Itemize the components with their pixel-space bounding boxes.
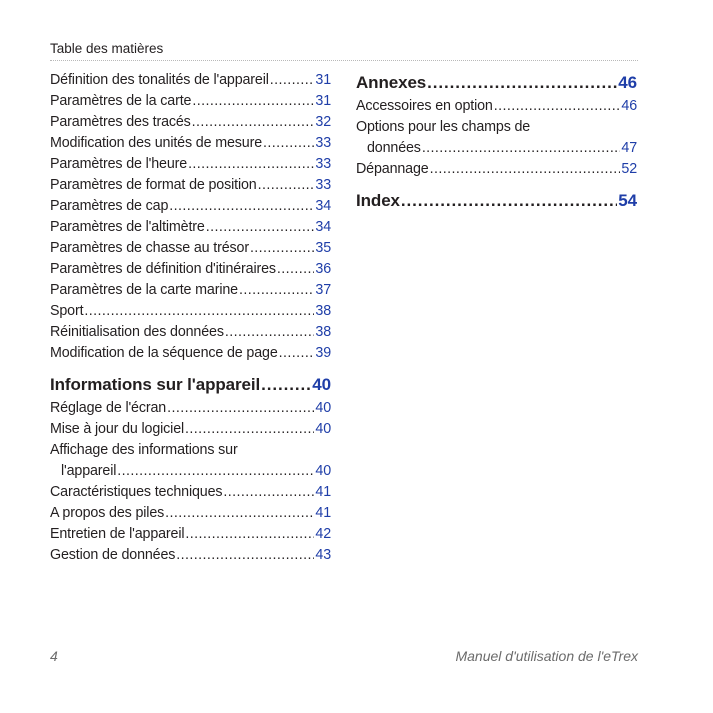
toc-entry-title: Définition des tonalités de l'appareil <box>50 72 269 88</box>
toc-entry-title: Dépannage <box>356 161 429 177</box>
leader-dots <box>176 545 314 566</box>
toc-entry-page[interactable]: 36 <box>315 261 331 277</box>
toc-entry[interactable] <box>356 96 637 117</box>
toc-entry-title: Paramètres de l'heure <box>50 156 188 172</box>
toc-entry[interactable] <box>50 524 331 545</box>
toc-entry-title: Entretien de l'appareil <box>50 526 185 542</box>
toc-entry-page[interactable]: 52 <box>621 161 637 177</box>
leader-dots <box>430 159 621 180</box>
toc-entry-title: Paramètres de chasse au trésor <box>50 240 249 256</box>
leader-dots <box>185 419 314 440</box>
toc-section-heading[interactable] <box>356 188 637 214</box>
toc-entry[interactable] <box>50 482 331 503</box>
toc-entry-title: Paramètres de la carte <box>50 93 192 109</box>
toc-entry-title: Sport <box>50 303 84 319</box>
toc-section-page[interactable]: 40 <box>312 375 331 394</box>
toc-entry-title: Gestion de données <box>50 547 176 563</box>
leader-dots <box>494 96 621 117</box>
toc-section-heading[interactable] <box>50 372 331 398</box>
toc-section-page[interactable]: 46 <box>618 73 637 92</box>
leader-dots <box>185 524 314 545</box>
leader-dots <box>165 503 314 524</box>
leader-dots <box>223 482 314 503</box>
toc-entry[interactable] <box>50 175 331 196</box>
toc-entry-page[interactable]: 38 <box>315 303 331 319</box>
toc-entry-page[interactable]: 31 <box>315 93 331 109</box>
toc-entry[interactable] <box>50 133 331 154</box>
leader-dots <box>169 196 314 217</box>
toc-entry-title: Modification de la séquence de page <box>50 345 278 361</box>
toc-entry-page[interactable]: 31 <box>315 72 331 88</box>
toc-section-title: Index <box>356 191 400 210</box>
toc-entry-page[interactable]: 33 <box>315 156 331 172</box>
toc-left-column <box>50 70 331 566</box>
toc-entry-title: Paramètres de cap <box>50 198 169 214</box>
leader-dots <box>225 322 315 343</box>
toc-entry-page[interactable]: 40 <box>315 400 331 416</box>
toc-entry-title: Caractéristiques techniques <box>50 484 223 500</box>
toc-entry[interactable] <box>356 138 637 159</box>
toc-entry-title: Accessoires en option <box>356 98 493 114</box>
toc-entry-title: Réinitialisation des données <box>50 324 224 340</box>
toc-entry-page[interactable]: 34 <box>315 219 331 235</box>
toc-entry-title: Mise à jour du logiciel <box>50 421 185 437</box>
leader-dots <box>250 238 314 259</box>
toc-entry-title-line2: l'appareil <box>61 463 117 479</box>
toc-entry-page[interactable]: 40 <box>315 421 331 437</box>
toc-entry-title: Réglage de l'écran <box>50 400 167 416</box>
toc-entry-title-line1: Affichage des informations sur <box>50 442 238 458</box>
toc-entry-title: Modification des unités de mesure <box>50 135 263 151</box>
toc-entry-page[interactable]: 46 <box>621 98 637 114</box>
toc-section-page[interactable]: 54 <box>618 191 637 210</box>
page-footer <box>50 648 638 664</box>
toc-entry[interactable] <box>50 154 331 175</box>
toc-section-heading[interactable] <box>356 70 637 96</box>
page-header <box>50 40 638 61</box>
toc-entry[interactable] <box>50 70 331 91</box>
leader-dots <box>263 133 314 154</box>
toc-entry-page[interactable]: 34 <box>315 198 331 214</box>
toc-entry[interactable] <box>356 159 637 180</box>
toc-entry-title: Paramètres des tracés <box>50 114 191 130</box>
toc-entry-title: Paramètres de l'altimètre <box>50 219 205 235</box>
toc-entry[interactable] <box>50 217 331 238</box>
toc-section-title: Annexes <box>356 73 427 92</box>
toc-right-column <box>356 70 637 214</box>
leader-dots <box>84 301 314 322</box>
toc-entry-page[interactable]: 39 <box>315 345 331 361</box>
toc-entry-page[interactable]: 41 <box>315 484 331 500</box>
toc-entry-title: Paramètres de définition d'itinéraires <box>50 261 276 277</box>
toc-entry-title: A propos des piles <box>50 505 165 521</box>
leader-dots <box>206 217 315 238</box>
toc-entry-page[interactable]: 33 <box>315 135 331 151</box>
toc-entry[interactable] <box>50 280 331 301</box>
toc-entry-title-line2: données <box>367 140 421 156</box>
toc-entry[interactable] <box>50 238 331 259</box>
leader-dots <box>258 175 315 196</box>
toc-entry-page[interactable]: 40 <box>315 463 331 479</box>
toc-entry[interactable] <box>50 112 331 133</box>
toc-entry[interactable] <box>50 398 331 419</box>
footer-page-number: 4 <box>50 648 58 664</box>
toc-entry[interactable] <box>50 322 331 343</box>
spacer <box>50 364 331 372</box>
toc-entry-page[interactable]: 32 <box>315 114 331 130</box>
leader-dots <box>261 372 311 398</box>
leader-dots <box>192 91 314 112</box>
toc-section-title: Informations sur l'appareil <box>50 375 261 394</box>
toc-entry[interactable] <box>50 91 331 112</box>
toc-entry[interactable] <box>50 503 331 524</box>
toc-entry-page[interactable]: 43 <box>315 547 331 563</box>
toc-entry[interactable] <box>50 461 331 482</box>
toc-entry-title-line1: Options pour les champs de <box>356 119 531 135</box>
toc-entry[interactable] <box>50 259 331 280</box>
leader-dots <box>117 461 314 482</box>
toc-entry-page[interactable]: 41 <box>315 505 331 521</box>
toc-entry-page[interactable]: 42 <box>315 526 331 542</box>
toc-entry[interactable] <box>50 343 331 364</box>
leader-dots <box>167 398 314 419</box>
leader-dots <box>422 138 621 159</box>
toc-entry[interactable] <box>50 419 331 440</box>
leader-dots <box>270 70 315 91</box>
leader-dots <box>427 70 617 96</box>
toc-entry-page[interactable]: 47 <box>621 140 637 156</box>
footer-manual-title: Manuel d'utilisation de l'eTrex <box>455 648 638 664</box>
toc-entry[interactable] <box>50 301 331 322</box>
toc-entry-page[interactable]: 35 <box>315 240 331 256</box>
leader-dots <box>239 280 314 301</box>
toc-entry-title: Paramètres de format de position <box>50 177 257 193</box>
spacer <box>356 180 637 188</box>
header-title: Table des matières <box>50 41 164 56</box>
toc-entry[interactable] <box>50 196 331 217</box>
toc-entry-page[interactable]: 38 <box>315 324 331 340</box>
leader-dots <box>277 259 314 280</box>
leader-dots <box>279 343 315 364</box>
toc-entry-page[interactable]: 37 <box>315 282 331 298</box>
toc-entry[interactable] <box>50 545 331 566</box>
toc-entry-page[interactable]: 33 <box>315 177 331 193</box>
leader-dots <box>401 188 617 214</box>
leader-dots <box>188 154 314 175</box>
leader-dots <box>192 112 315 133</box>
toc-entry-title: Paramètres de la carte marine <box>50 282 238 298</box>
